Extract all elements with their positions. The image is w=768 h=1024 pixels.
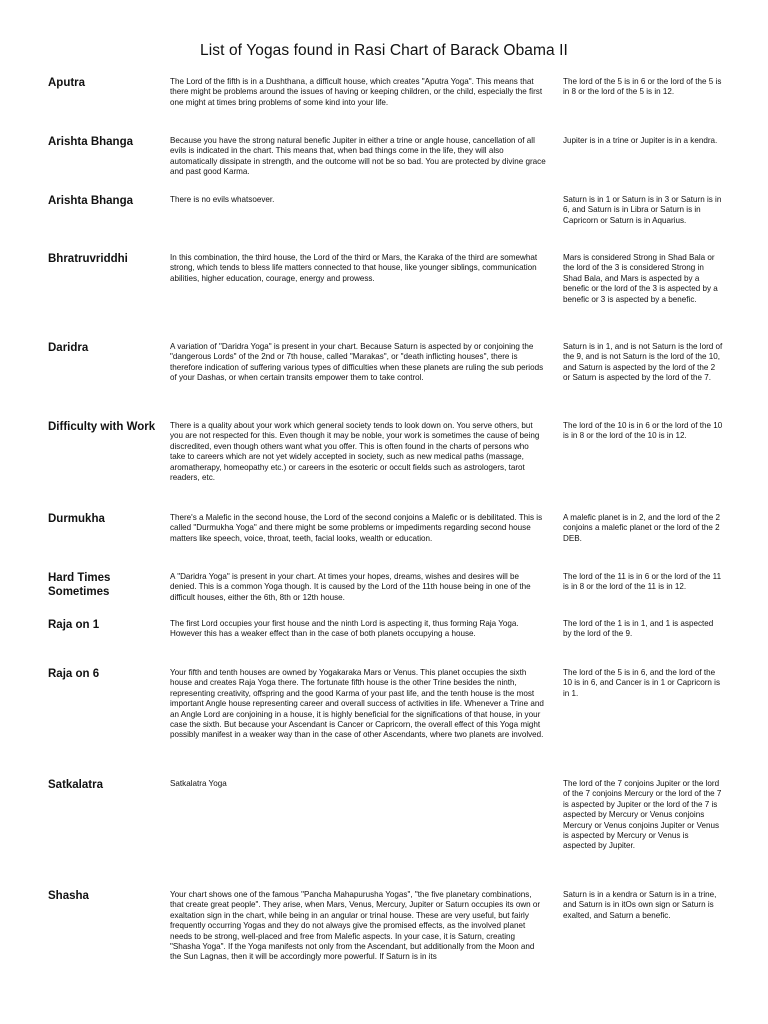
yoga-name: Arishta Bhanga <box>48 195 133 207</box>
yoga-name: Shasha <box>48 890 89 902</box>
yoga-description: Satkalatra Yoga <box>170 779 227 788</box>
yoga-condition: Mars is considered Strong in Shad Bala or the lord of the 3 is considered Strong in Shad Bala, and Mars is aspected by a benefic or the lord of the 3 is aspected by a benefic or 3 is aspected by a benefic. <box>563 253 718 304</box>
yoga-condition: The lord of the 11 is in 6 or the lord of the 11 is in 8 or the lord of the 11 is in 12. <box>563 572 722 592</box>
yoga-name: Arishta Bhanga <box>48 136 133 148</box>
yoga-name: Satkalatra <box>48 779 103 791</box>
yoga-condition: The lord of the 1 is in 1, and 1 is aspected by the lord of the 9. <box>563 619 714 639</box>
yoga-description: There is a quality about your work which general society tends to look down on. You serve others, but you are not respected for this. Even though it may be noble, your work is sometimes the cause of being discredited, even though others want what you offer. This is often found in the charts of persons who take to careers which are not yet widely accepted in society, such as new medical paths (massage, aromatherapy, homeopathy etc.) or careers in the esoteric or occult fields such as astrologers, tarot readers, etc. <box>170 421 540 483</box>
yoga-name: Raja on 6 <box>48 668 100 680</box>
yoga-condition: Saturn is in 1 or Saturn is in 3 or Saturn is in 6, and Saturn is in Libra or Saturn is in Capricorn or Saturn is in Aquarius. <box>563 195 722 225</box>
yoga-name: Durmukha <box>48 513 105 525</box>
yoga-condition: Saturn is in a kendra or Saturn is in a trine, and Saturn is in itOs own sign or Saturn is exalted, and Saturn a benefic. <box>563 890 717 920</box>
yoga-name: Daridra <box>48 342 89 354</box>
yoga-condition: Jupiter is in a trine or Jupiter is in a kendra. <box>563 136 718 145</box>
yoga-description: In this combination, the third house, the Lord of the third or Mars, the Karaka of the third are somewhat strong, which tends to bless life matters connected to that house, like younger siblings, communication abilities, higher education, courage, energy and prowess. <box>170 253 538 283</box>
yoga-condition: A malefic planet is in 2, and the lord of the 2 conjoins a malefic planet or the lord of the 2 DEB. <box>563 513 721 543</box>
yoga-description: There is no evils whatsoever. <box>170 195 275 204</box>
yoga-description: A variation of "Daridra Yoga" is present in your chart. Because Saturn is aspected by or conjoining the "dangerous Lords" of the 2nd or 7th house, called "Marakas", or "death inflicting houses", there is therefore indication of suffering various types of difficulties when these planets are ruling the sub periods of your Dashas, or when certain transits empower them to take control. <box>170 342 544 383</box>
yoga-condition: Saturn is in 1, and is not Saturn is the lord of the 9, and is not Saturn is the lord of the 10, and Saturn is aspected by the lord of the 2 or Saturn is aspected by the lord of the 7. <box>563 342 723 383</box>
yoga-description: Because you have the strong natural benefic Jupiter in either a trine or angle house, cancellation of all evils is indicated in the chart. This means that, when bad things come in the life, they will also automatically dissipate in strength, and the outcome will not be so bad. You are protected by divine grace and past good Karma. <box>170 136 546 177</box>
yoga-name: Bhratruvriddhi <box>48 253 128 265</box>
yoga-description: The Lord of the fifth is in a Dushthana, a difficult house, which creates "Aputra Yoga". This means that there might be problems around the issues of having or keeping children, or the child, especially the first one might at times bring problems of some kind into your life. <box>170 77 543 107</box>
yoga-condition: The lord of the 7 conjoins Jupiter or the lord of the 7 conjoins Mercury or the lord of the 7 is aspected by Jupiter or the lord of the 7 is aspected by Mercury or Venus conjoins Mercury or Venus conjoins Jupiter or Venus is aspected by Mercury or Venus is aspected by Jupiter. <box>563 779 722 851</box>
page-title: List of Yogas found in Rasi Chart of Barack Obama II <box>200 42 568 59</box>
yoga-condition: The lord of the 5 is in 6, and the lord of the 10 is in 6, and Cancer is in 1 or Capricorn is in 1. <box>563 668 721 698</box>
yoga-condition: The lord of the 5 is in 6 or the lord of the 5 is in 8 or the lord of the 5 is in 12. <box>563 77 722 97</box>
yoga-description: Your chart shows one of the famous "Pancha Mahapurusha Yogas", "the five planetary combinations, that create great people". They arise, when Mars, Venus, Mercury, Jupiter or Saturn occupies its own or exaltation sign in the chart, while being in an angular or trinal house. These are very useful, but fairly frequently occurring Yogas and they do not always give the promised effects, as the involved planet needs to be strong, well-placed and free from Malefic aspects. In your case, it is Saturn, creating "Shasha Yoga". If the Yoga manifests not only from the Ascendant, but additionally from the Moon and the Sun Lagnas, then it will be accordingly more powerful. If Saturn is in its <box>170 890 541 962</box>
yoga-description: The first Lord occupies your first house and the ninth Lord is aspecting it, thus forming Raja Yoga. However this has a weaker effect than in the case of both planets occupying a house. <box>170 619 519 639</box>
yoga-name: Difficulty with Work <box>48 421 156 433</box>
yoga-description: There's a Malefic in the second house, the Lord of the second conjoins a Malefic or is debilitated. This is called "Durmukha Yoga" and there might be some problems or impediments regarding second house matters like speech, voice, throat, teeth, facial looks, wealth or education. <box>170 513 543 543</box>
yoga-name: Aputra <box>48 77 86 89</box>
yoga-description: A "Daridra Yoga" is present in your chart. At times your hopes, dreams, wishes and desires will be denied. This is a common Yoga though. It is caused by the Lord of the 11th house being in one of the difficult houses, either the 6th, 8th or 12th house. <box>170 572 531 602</box>
yoga-name: Raja on 1 <box>48 619 100 631</box>
yoga-description: Your fifth and tenth houses are owned by Yogakaraka Mars or Venus. This planet occupies the sixth house and creates Raja Yoga there. The fortunate fifth house is the other Trine besides the ninth, representing creativity, offspring and the good Karma of your past life, and the tenth house is the most important Angle house representing career and overall success of activities in life. Whenever a Trine and an Angle Lord are conjoining in a house, it is highly beneficial for the significations of that house, in your case the sixth. But because your Ascendant is Cancer or Capricorn, the overall effect of this Yoga might possibly manifest in a weaker way than in the case of other Ascendants, where two planets are involved. <box>170 668 544 740</box>
yoga-name: Hard Times Sometimes <box>48 572 111 598</box>
yoga-condition: The lord of the 10 is in 6 or the lord of the 10 is in 8 or the lord of the 10 is in 12. <box>563 421 723 441</box>
